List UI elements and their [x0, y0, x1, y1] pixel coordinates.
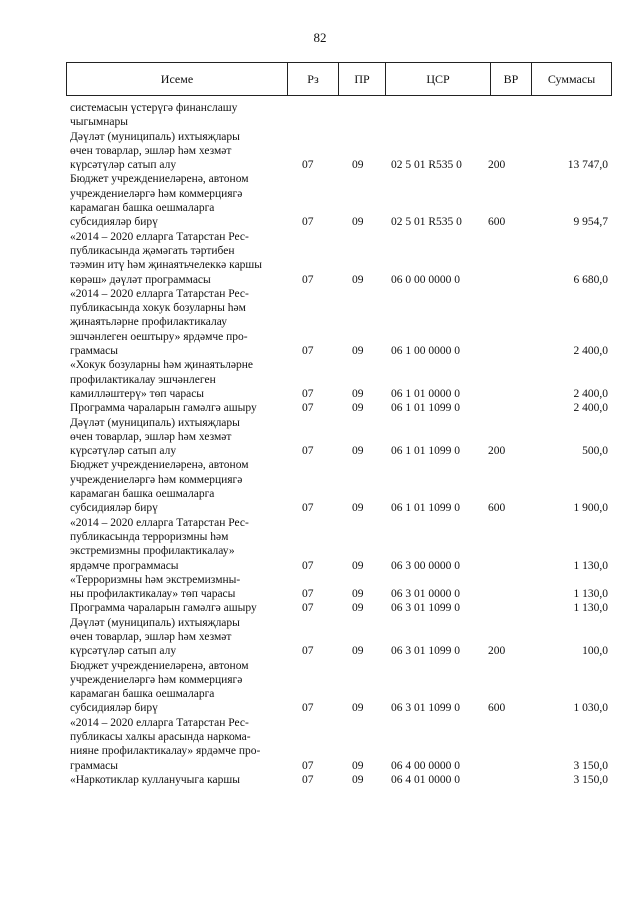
cell-pr: 09	[352, 602, 364, 615]
cell-rz: 07	[302, 588, 314, 601]
row-name-line: публикасында терроризмны һәм	[70, 530, 229, 543]
cell-rz: 07	[302, 645, 314, 658]
cell-sum: 1 030,0	[573, 702, 608, 715]
row-name-line: Дәүләт (муниципаль) ихтыяҗлары	[70, 130, 240, 143]
cell-sum: 1 900,0	[573, 502, 608, 515]
table-row	[0, 659, 640, 716]
page-number: 82	[313, 30, 327, 45]
cell-pr: 09	[352, 702, 364, 715]
cell-csr: 06 1 01 1099 0	[391, 402, 460, 415]
cell-rz: 07	[302, 502, 314, 515]
cell-sum: 100,0	[582, 645, 608, 658]
table-row	[0, 101, 640, 130]
row-name-line: «2014 – 2020 елларга Татарстан Рес-	[70, 287, 249, 300]
cell-vr: 600	[488, 216, 506, 229]
row-name-line: публикасында җәмәгать тәртибен	[70, 244, 235, 257]
table-row	[0, 172, 640, 229]
cell-csr: 06 3 01 1099 0	[391, 602, 460, 615]
cell-rz: 07	[302, 602, 314, 615]
cell-vr: 200	[488, 645, 506, 658]
row-name-line: карамаган башка оешмаларга	[70, 488, 215, 501]
cell-rz: 07	[302, 345, 314, 358]
row-name	[70, 601, 290, 615]
table-row	[0, 601, 640, 615]
row-name-line: субсидияләр бирү	[70, 502, 158, 515]
cell-vr: 200	[488, 159, 506, 172]
column-header-name: Исеме	[67, 63, 288, 96]
row-name-line: публикасы халкы арасында наркома-	[70, 731, 251, 744]
row-name	[70, 616, 290, 659]
row-name-line: күрсәтүләр сатып алу	[70, 645, 177, 658]
table-row	[0, 401, 640, 415]
cell-pr: 09	[352, 773, 364, 786]
row-name-line: субсидияләр бирү	[70, 702, 158, 715]
row-name-line: граммасы	[70, 345, 118, 358]
row-name-line: көрәш» дәүләт программасы	[70, 273, 211, 286]
cell-sum: 6 680,0	[573, 273, 608, 286]
cell-csr: 06 1 01 0000 0	[391, 387, 460, 400]
cell-csr: 06 1 00 0000 0	[391, 345, 460, 358]
column-header-vr: ВР	[491, 63, 532, 96]
cell-vr: 200	[488, 445, 506, 458]
row-name-line: учреждениеләргә һәм коммерциягә	[70, 187, 243, 200]
cell-sum: 2 400,0	[573, 402, 608, 415]
cell-pr: 09	[352, 273, 364, 286]
row-name-line: өчен товарлар, эшләр һәм хезмәт	[70, 430, 232, 443]
table-row	[0, 416, 640, 459]
row-name-line: Дәүләт (муниципаль) ихтыяҗлары	[70, 416, 240, 429]
column-header-rz: Рз	[288, 63, 339, 96]
cell-pr: 09	[352, 502, 364, 515]
row-name-line: граммасы	[70, 759, 118, 772]
row-name-line: Бюджет учреждениеләренә, автоном	[70, 173, 249, 186]
cell-csr: 06 3 01 0000 0	[391, 588, 460, 601]
cell-csr: 02 5 01 R535 0	[391, 159, 462, 172]
cell-sum: 2 400,0	[573, 345, 608, 358]
row-name-line: күрсәтүләр сатып алу	[70, 159, 177, 172]
row-name	[70, 516, 290, 573]
row-name	[70, 416, 290, 459]
cell-pr: 09	[352, 445, 364, 458]
column-header-csr: ЦСР	[386, 63, 491, 96]
row-name-line: Бюджет учреждениеләренә, автоном	[70, 459, 249, 472]
row-name-line: эшчәнлеген оештыру» ярдәмче про-	[70, 330, 248, 343]
cell-sum: 3 150,0	[573, 773, 608, 786]
row-name	[70, 401, 290, 415]
cell-csr: 06 4 01 0000 0	[391, 773, 460, 786]
row-name	[70, 716, 290, 773]
row-name-line: өчен товарлар, эшләр һәм хезмәт	[70, 144, 232, 157]
cell-rz: 07	[302, 559, 314, 572]
cell-rz: 07	[302, 273, 314, 286]
row-name-line: «Хокук бозуларны һәм җинаятьләрне	[70, 359, 253, 372]
row-name	[70, 773, 290, 787]
cell-csr: 06 3 00 0000 0	[391, 559, 460, 572]
table-row	[0, 130, 640, 173]
cell-pr: 09	[352, 216, 364, 229]
cell-sum: 1 130,0	[573, 588, 608, 601]
row-name	[70, 458, 290, 515]
cell-rz: 07	[302, 402, 314, 415]
table-row	[0, 358, 640, 401]
cell-vr: 600	[488, 702, 506, 715]
cell-rz: 07	[302, 773, 314, 786]
cell-pr: 09	[352, 402, 364, 415]
cell-rz: 07	[302, 387, 314, 400]
cell-rz: 07	[302, 216, 314, 229]
cell-csr: 06 3 01 1099 0	[391, 645, 460, 658]
row-name-line: учреждениеләргә һәм коммерциягә	[70, 673, 243, 686]
row-name-line: учреждениеләргә һәм коммерциягә	[70, 473, 243, 486]
row-name-line: тәэмин итү һәм җинаятьчелеккә каршы	[70, 259, 263, 272]
table-row	[0, 287, 640, 358]
row-name	[70, 659, 290, 716]
cell-rz: 07	[302, 445, 314, 458]
cell-sum: 3 150,0	[573, 759, 608, 772]
cell-rz: 07	[302, 159, 314, 172]
row-name	[70, 358, 290, 401]
cell-sum: 1 130,0	[573, 559, 608, 572]
cell-pr: 09	[352, 345, 364, 358]
row-name-line: камилләштерү» төп чарасы	[70, 387, 205, 400]
cell-csr: 06 0 00 0000 0	[391, 273, 460, 286]
cell-pr: 09	[352, 159, 364, 172]
row-name-line: «Терроризмны һәм экстремизмны-	[70, 573, 241, 586]
row-name	[70, 172, 290, 229]
table-row	[0, 458, 640, 515]
row-name-line: ярдәмче программасы	[70, 559, 179, 572]
row-name-line: Программа чараларын гамәлгә ашыру	[70, 602, 257, 615]
table-row	[0, 230, 640, 287]
cell-sum: 9 954,7	[573, 216, 608, 229]
table-row	[0, 516, 640, 573]
row-name-line: «Наркотиклар кулланучыга каршы	[70, 773, 240, 786]
cell-pr: 09	[352, 759, 364, 772]
cell-sum: 2 400,0	[573, 387, 608, 400]
cell-csr: 06 4 00 0000 0	[391, 759, 460, 772]
row-name-line: «2014 – 2020 елларга Татарстан Рес-	[70, 516, 249, 529]
table-row	[0, 616, 640, 659]
cell-pr: 09	[352, 387, 364, 400]
row-name-line: Дәүләт (муниципаль) ихтыяҗлары	[70, 616, 240, 629]
row-name	[70, 101, 290, 130]
cell-csr: 06 1 01 1099 0	[391, 445, 460, 458]
row-name-line: карамаган башка оешмаларга	[70, 688, 215, 701]
row-name-line: нияне профилактикалау» ярдәмче про-	[70, 745, 261, 758]
cell-sum: 500,0	[582, 445, 608, 458]
row-name-line: Бюджет учреждениеләренә, автоном	[70, 659, 249, 672]
table-header	[66, 62, 612, 96]
cell-sum: 1 130,0	[573, 602, 608, 615]
row-name	[70, 130, 290, 173]
cell-csr: 06 1 01 1099 0	[391, 502, 460, 515]
cell-vr: 600	[488, 502, 506, 515]
row-name-line: профилактикалау эшчәнлеген	[70, 373, 216, 386]
row-name-line: системасын үстерүгә финанслашу	[70, 102, 238, 114]
row-name-line: ны профилактикалау» төп чарасы	[70, 588, 236, 601]
row-name-line: күрсәтүләр сатып алу	[70, 445, 177, 458]
row-name-line: өчен товарлар, эшләр һәм хезмәт	[70, 630, 232, 643]
cell-rz: 07	[302, 702, 314, 715]
row-name-line: публикасында хокук бозуларны һәм	[70, 302, 246, 315]
table-body	[0, 101, 640, 787]
cell-rz: 07	[302, 759, 314, 772]
cell-pr: 09	[352, 588, 364, 601]
row-name-line: җинаятьләрне профилактикалау	[70, 316, 227, 329]
row-name-line: экстремизмны профилактикалау»	[70, 545, 235, 558]
row-name-line: Программа чараларын гамәлгә ашыру	[70, 402, 257, 415]
table-row	[0, 716, 640, 773]
row-name-line: «2014 – 2020 елларга Татарстан Рес-	[70, 230, 249, 243]
column-header-sum: Суммасы	[532, 63, 612, 96]
cell-pr: 09	[352, 559, 364, 572]
row-name-line: «2014 – 2020 елларга Татарстан Рес-	[70, 716, 249, 729]
row-name	[70, 230, 290, 287]
row-name-line: карамаган башка оешмаларга	[70, 202, 215, 215]
table-row	[0, 773, 640, 787]
cell-csr: 06 3 01 1099 0	[391, 702, 460, 715]
cell-csr: 02 5 01 R535 0	[391, 216, 462, 229]
cell-sum: 13 747,0	[567, 159, 608, 172]
table-row	[0, 573, 640, 602]
column-header-pr: ПР	[339, 63, 386, 96]
row-name-line: субсидияләр бирү	[70, 216, 158, 229]
cell-pr: 09	[352, 645, 364, 658]
row-name	[70, 573, 290, 602]
row-name	[70, 287, 290, 358]
row-name-line: чыгымнары	[70, 116, 128, 129]
